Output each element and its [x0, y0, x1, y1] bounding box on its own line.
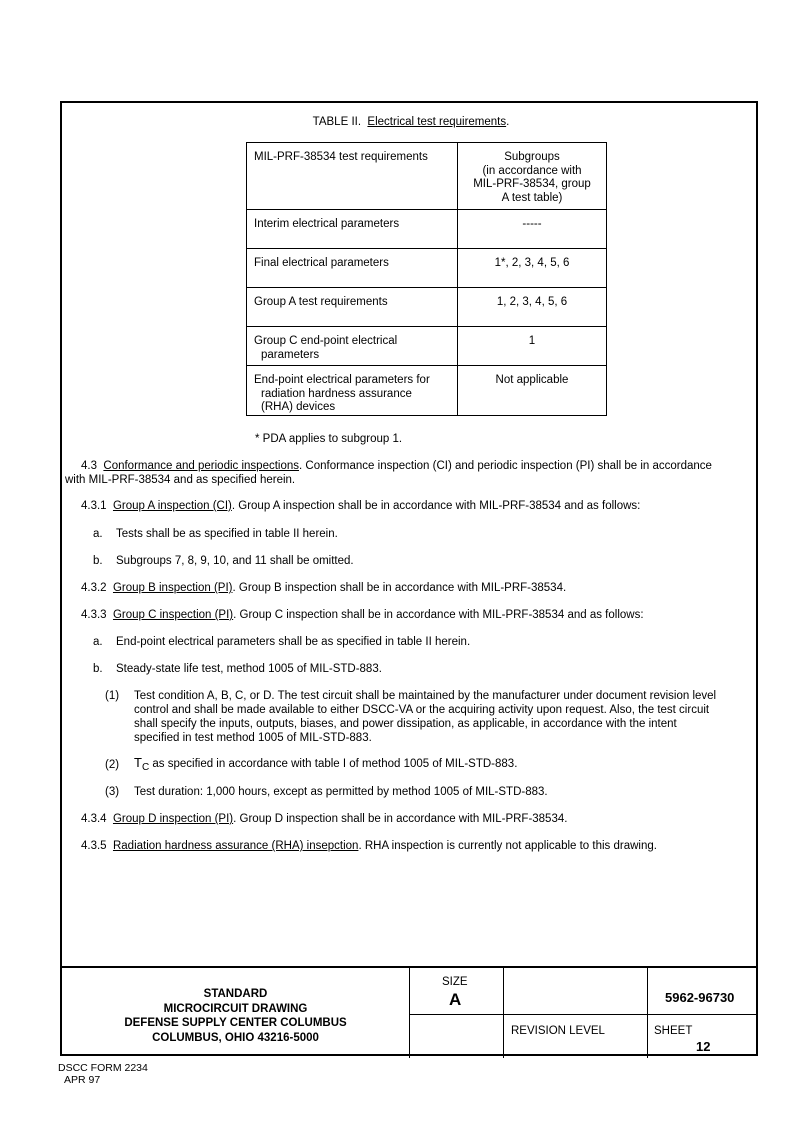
- sublist-item-label: (2): [105, 759, 120, 771]
- section-4-3-4: 4.3.4 Group D inspection (PI). Group D inspection shall be in accordance with MIL-PRF-38534.: [81, 813, 568, 825]
- row-requirement: End-point electrical parameters for: [254, 374, 430, 386]
- row-requirement: Group C end-point electrical: [254, 335, 398, 347]
- drawing-number: 5962-96730: [665, 990, 735, 1005]
- sublist-item: Test duration: 1,000 hours, except as permitted by method 1005 of MIL-STD-883.: [134, 786, 548, 798]
- section-4-3: 4.3 Conformance and periodic inspections. Conformance inspection (CI) and periodic inspection (PI) shall be in accordance: [81, 460, 712, 472]
- list-item: Subgroups 7, 8, 9, 10, and 11 shall be omitted.: [116, 555, 354, 567]
- revision-label: REVISION LEVEL: [511, 1025, 605, 1037]
- list-item-label: a.: [93, 528, 103, 540]
- sheet-number: 12: [696, 1039, 711, 1054]
- table-row: [247, 249, 607, 288]
- row-subgroups: Not applicable: [458, 366, 607, 416]
- row-requirement-cont: (RHA) devices: [261, 401, 336, 413]
- sublist-item-label: (3): [105, 786, 120, 798]
- list-item-label: b.: [93, 663, 103, 675]
- header-subgroups: Subgroups (in accordance with MIL-PRF-38534, group A test table): [458, 143, 607, 210]
- sublist-item: Test condition A, B, C, or D. The test circuit shall be maintained by the manufacturer under document revision level control and shall be made available to either DSCC-VA or the acquiring activity upon request. Also, the test circuit shall specify the inputs, outputs, biases, and power dissipation, as applicable, in accordance with the intent specified in test method 1005 of MIL-STD-883.: [134, 690, 717, 744]
- table-row: [247, 366, 607, 416]
- section-4-3-5-title: Radiation hardness assurance (RHA) insepction: [112, 840, 359, 852]
- table-title-underlined: Electrical test requirements: [367, 116, 507, 128]
- section-4-3-2: 4.3.2 Group B inspection (PI). Group B inspection shall be in accordance with MIL-PRF-38534.: [81, 582, 567, 594]
- table-footnote: * PDA applies to subgroup 1.: [255, 433, 403, 445]
- section-4-3-1: 4.3.1 Group A inspection (CI). Group A inspection shall be in accordance with MIL-PRF-38534 and as follows:: [81, 500, 641, 512]
- row-requirement: Group A test requirements: [254, 296, 388, 308]
- list-item: Tests shall be as specified in table II herein.: [116, 528, 338, 540]
- row-subgroups: 1, 2, 3, 4, 5, 6: [458, 288, 607, 327]
- section-4-3-3-title: Group C inspection (PI): [112, 609, 234, 621]
- section-4-3-1-title: Group A inspection (CI): [112, 500, 232, 512]
- table-row: [247, 210, 607, 249]
- list-item-label: a.: [93, 636, 103, 648]
- requirements-table: [246, 142, 607, 416]
- list-item: End-point electrical parameters shall be as specified in table II herein.: [116, 636, 471, 648]
- list-item: Steady-state life test, method 1005 of MIL-STD-883.: [116, 663, 382, 675]
- row-requirement-cont: radiation hardness assurance: [261, 387, 412, 400]
- row-subgroups: 1*, 2, 3, 4, 5, 6: [458, 249, 607, 288]
- sublist-item: TC as specified in accordance with table I of method 1005 of MIL-STD-883.: [134, 755, 518, 773]
- row-requirement: Final electrical parameters: [254, 257, 389, 269]
- section-4-3-cont: with MIL-PRF-38534 and as specified herein.: [65, 474, 296, 486]
- size-value: A: [449, 990, 462, 1009]
- header-requirements: MIL-PRF-38534 test requirements: [247, 143, 458, 210]
- sublist-item-label: (1): [105, 690, 120, 702]
- page-frame: [60, 101, 758, 1056]
- sheet-label: SHEET: [654, 1025, 693, 1037]
- row-subgroups: 1: [458, 327, 607, 366]
- section-4-3-2-title: Group B inspection (PI): [112, 582, 233, 594]
- size-label: SIZE: [442, 976, 468, 988]
- section-4-3-4-title: Group D inspection (PI): [112, 813, 234, 825]
- row-subgroups: -----: [458, 210, 607, 249]
- form-label: DSCC FORM 2234 APR 97: [58, 1062, 148, 1086]
- table-title: TABLE II. Electrical test requirements.: [312, 116, 510, 128]
- section-4-3-title: Conformance and periodic inspections: [103, 460, 300, 472]
- list-item-label: b.: [93, 555, 103, 567]
- org-block: STANDARD MICROCIRCUIT DRAWING DEFENSE SUPPLY CENTER COLUMBUS COLUMBUS, OHIO 43216-5000: [124, 988, 347, 1044]
- table-row: [247, 327, 607, 366]
- section-4-3-5: 4.3.5 Radiation hardness assurance (RHA) insepction. RHA inspection is currently not applicable to this drawing.: [81, 840, 657, 852]
- section-4-3-3: 4.3.3 Group C inspection (PI). Group C inspection shall be in accordance with MIL-PRF-38534 and as follows:: [81, 609, 644, 621]
- row-requirement-cont: parameters: [261, 348, 320, 361]
- title-block: [62, 966, 756, 1058]
- table-header-row: [247, 143, 607, 210]
- row-requirement: Interim electrical parameters: [254, 218, 400, 230]
- table-row: [247, 288, 607, 327]
